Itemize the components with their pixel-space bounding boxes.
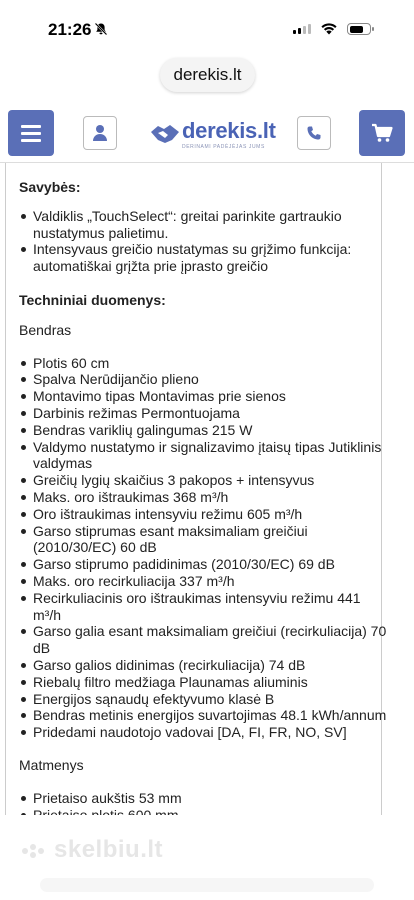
wifi-icon [320, 21, 338, 35]
list-item: Garso galios didinimas (recirkuliacija) 74 dB [33, 657, 391, 674]
skelbiu-watermark [20, 836, 163, 864]
site-header [0, 106, 414, 163]
home-indicator-area [40, 878, 374, 892]
cart-icon [371, 123, 393, 143]
menu-button[interactable] [8, 110, 54, 156]
list-item: Bendras variklių galingumas 215 W [33, 422, 391, 439]
list-item: Oro ištraukimas intensyviu režimu 605 m³/h [33, 506, 391, 523]
handshake-logo-icon [150, 122, 180, 146]
cart-button[interactable] [359, 110, 405, 156]
url-bar[interactable] [160, 58, 255, 92]
cellular-signal-icon [293, 24, 311, 34]
list-item: Recirkuliacinis oro ištraukimas intensyviu režimu 441 m³/h [33, 590, 391, 624]
bell-muted-icon [94, 22, 108, 36]
list-item: Spalva Nerūdijančio plieno [33, 371, 391, 388]
list-item: Garso stiprumas esant maksimaliam greičiui (2010/30/EC) 60 dB [33, 523, 391, 557]
list-item: Bendras metinis energijos suvartojimas 48.1 kWh/annum [33, 707, 391, 724]
general-specs-list [19, 355, 391, 741]
logo-text: derekis.lt [182, 118, 276, 143]
phone-icon [306, 125, 322, 141]
dimensions-subheading: Matmenys [19, 756, 84, 773]
status-bar [0, 0, 414, 56]
product-description [0, 163, 414, 815]
list-item: Darbinis režimas Permontuojama [33, 405, 391, 422]
list-item: Intensyvaus greičio nustatymas su grįžimo funkcija: automatiškai grįžta prie įprasto greičio [33, 241, 391, 275]
site-logo[interactable] [150, 116, 276, 156]
tech-data-heading: Techniniai duomenys: [19, 291, 166, 308]
list-item: Valdymo nustatymo ir signalizavimo įtaisų tipas Jutiklinis valdymas [33, 439, 391, 473]
list-item: Plotis 60 cm [33, 355, 391, 372]
features-heading: Savybės: [19, 179, 81, 195]
list-item: Prietaiso aukštis 53 mm [33, 790, 391, 807]
list-item: Pridedami naudotojo vadovai [DA, FI, FR, NO, SV] [33, 724, 391, 741]
list-item: Valdiklis „TouchSelect“: greitai parinkite gartraukio nustatymus palietimu. [33, 208, 391, 242]
list-item: Greičių lygių skaičius 3 pakopos + intensyvus [33, 472, 391, 489]
list-item: Energijos sąnaudų efektyvumo klasė B [33, 691, 391, 708]
list-item: Maks. oro ištraukimas 368 m³/h [33, 489, 391, 506]
logo-subtitle: DERINAMI PADĖJĖJAS JUMS [182, 144, 265, 150]
general-subheading: Bendras [19, 321, 72, 338]
user-account-button[interactable] [83, 116, 117, 150]
hamburger-icon [21, 125, 41, 128]
status-time: 21:26 [48, 20, 92, 39]
user-icon [92, 124, 108, 142]
list-item: Garso galia esant maksimaliam greičiui (recirkuliacija) 70 dB [33, 623, 391, 657]
url-text: derekis.lt [173, 65, 242, 84]
list-item: Garso stiprumo padidinimas (2010/30/EC) 69 dB [33, 556, 391, 573]
battery-icon [347, 23, 371, 35]
skelbiu-logo-icon [20, 841, 50, 861]
phone-button[interactable] [297, 116, 331, 150]
list-item: Riebalų filtro medžiaga Plaunamas aliuminis [33, 674, 391, 691]
watermark-text: skelbiu.lt [54, 836, 164, 863]
list-item: Montavimo tipas Montavimas prie sienos [33, 388, 391, 405]
list-item: Maks. oro recirkuliacija 337 m³/h [33, 573, 391, 590]
features-list [19, 208, 391, 275]
